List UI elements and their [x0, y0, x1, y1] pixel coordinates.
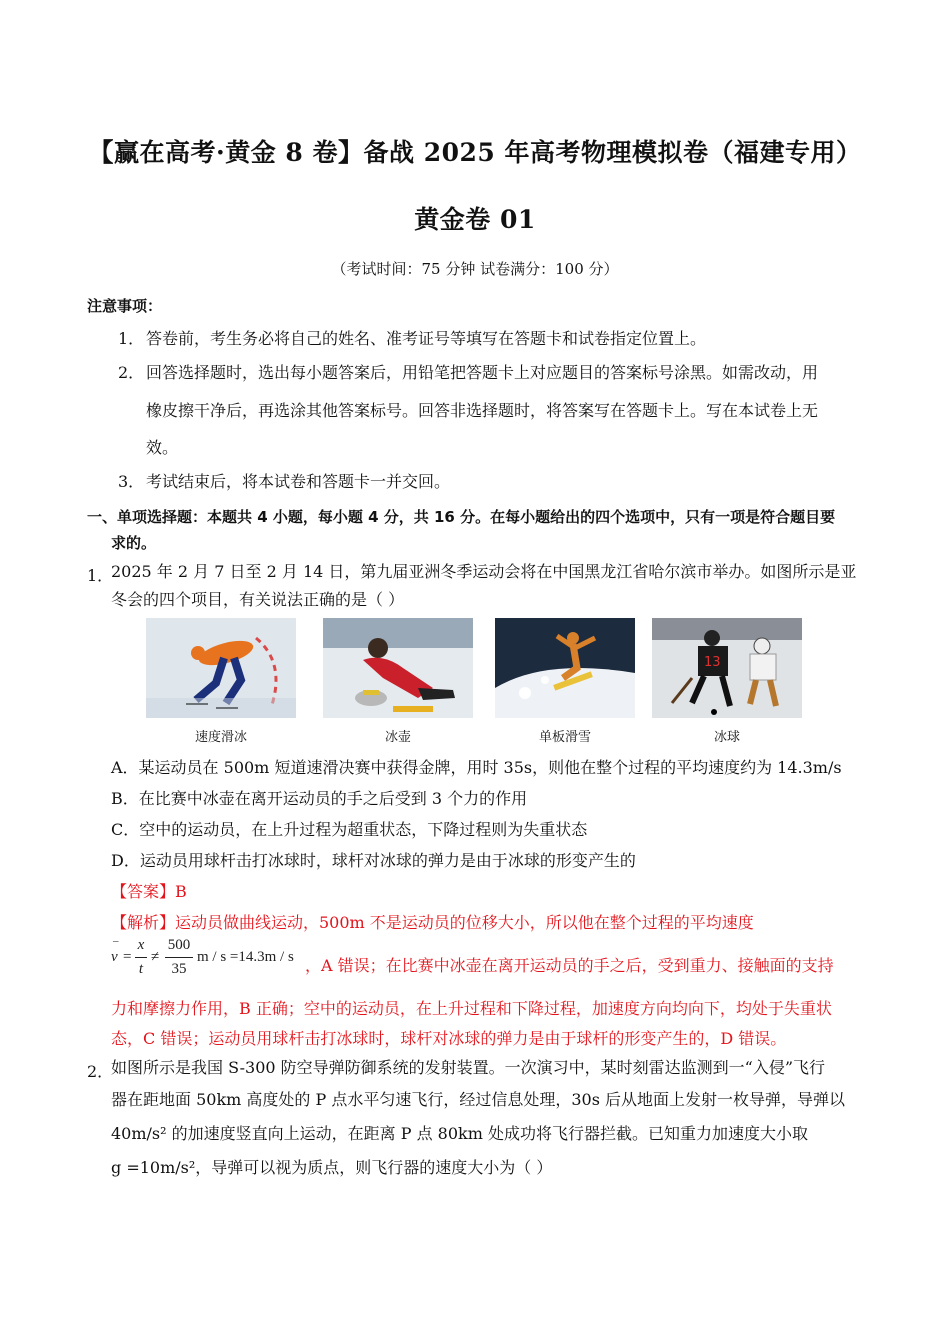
- formula-x: x: [137, 937, 145, 953]
- formula-bar: –: [113, 935, 119, 947]
- svg-text:13: 13: [704, 655, 721, 670]
- question-stem: g =10m/s²，导弹可以视为质点，则飞行器的速度大小为（ ）: [111, 1158, 553, 1177]
- formula-numerator: 500: [167, 937, 191, 953]
- notice-item-text: 橡皮擦干净后，再选涂其他答案标号。回答非选择题时，将答案写在答题卡上。写在本试卷上无: [146, 401, 819, 420]
- question-number: 2．: [87, 1062, 114, 1081]
- option-a: A．某运动员在 500m 短道速滑决赛中获得金牌，用时 35s，则他在整个过程的平均速度约为 14.3m/s: [111, 758, 842, 777]
- notice-item-number: 3．: [118, 472, 145, 491]
- notice-item-number: 2．: [118, 363, 145, 382]
- option-b: B．在比赛中冰壶在离开运动员的手之后受到 3 个力的作用: [111, 789, 528, 808]
- formula-fraction-xt: [135, 937, 147, 981]
- formula-eq: =: [123, 949, 132, 965]
- section-heading-line: 一、单项选择题：本题共 4 小题，每小题 4 分，共 16 分。在每小题给出的四个选项中，只有一项是符合题目要: [87, 508, 836, 526]
- option-d: D．运动员用球杆击打冰球时，球杆对冰球的弹力是由于冰球的形变产生的: [111, 851, 636, 870]
- formula-neq: ≠: [151, 949, 160, 965]
- fraction-bar: [165, 957, 193, 958]
- photo-caption: 冰壶: [384, 730, 411, 745]
- notice-heading: 注意事项：: [87, 297, 163, 315]
- snowboard-photo: [495, 618, 635, 718]
- formula-denominator: 35: [171, 961, 187, 977]
- photo-caption: 速度滑冰: [194, 730, 247, 745]
- formula-fraction-num: [165, 937, 193, 981]
- average-velocity-formula: [111, 937, 311, 981]
- speed-skater-photo: [146, 618, 296, 718]
- question-number: 1．: [87, 566, 114, 585]
- analysis-text: 力和摩擦力作用，B 正确；空中的运动员，在上升过程和下降过程，加速度方向均向下，均处于失重状: [111, 999, 832, 1018]
- answer-label: 【答案】B: [111, 882, 187, 901]
- question-stem: 器在距地面 50km 高度处的 P 点水平匀速飞行，经过信息处理，30s 后从地面上发射一枚导弹，导弹以: [111, 1090, 845, 1109]
- photo-caption: 冰球: [713, 730, 740, 745]
- notice-item-text: 回答选择题时，选出每小题答案后，用铅笔把答题卡上对应题目的答案标号涂黑。如需改动，用: [146, 363, 819, 382]
- formula-t: t: [138, 961, 144, 977]
- question-stem: 2025 年 2 月 7 日至 2 月 14 日，第九届亚洲冬季运动会将在中国黑龙江省哈尔滨市举办。如图所示是亚: [111, 562, 857, 581]
- fraction-bar: [135, 957, 147, 958]
- notice-item-text: 效。: [146, 438, 179, 457]
- analysis-text: 【解析】运动员做曲线运动，500m 不是运动员的位移大小，所以他在整个过程的平均速度: [111, 913, 754, 932]
- photo-caption: 单板滑雪: [538, 730, 591, 745]
- analysis-text: ，A 错误；在比赛中冰壶在离开运动员的手之后，受到重力、接触面的支持: [305, 956, 834, 975]
- section-heading-line: 求的。: [111, 534, 157, 552]
- formula-result: m / s =14.3m / s: [197, 949, 294, 965]
- curling-photo: [323, 618, 473, 718]
- question-stem: 冬会的四个项目，有关说法正确的是（ ）: [111, 590, 405, 609]
- exam-title: 【赢在高考·黄金 8 卷】备战 2025 年高考物理模拟卷（福建专用）: [88, 138, 862, 167]
- notice-item-number: 1．: [118, 329, 145, 348]
- exam-subtitle: 黄金卷 01: [414, 205, 536, 234]
- question-stem: 如图所示是我国 S-300 防空导弹防御系统的发射装置。一次演习中，某时刻雷达监测到一“入侵”飞行: [111, 1058, 826, 1077]
- notice-item-text: 考试结束后，将本试卷和答题卡一并交回。: [146, 472, 451, 491]
- notice-item-text: 答卷前，考生务必将自己的姓名、准考证号等填写在答题卡和试卷指定位置上。: [146, 329, 707, 348]
- analysis-text: 态，C 错误；运动员用球杆击打冰球时，球杆对冰球的弹力是由于球杆的形变产生的，D 错误。: [111, 1029, 787, 1048]
- section-heading: [87, 504, 862, 556]
- question-stem: 40m/s² 的加速度竖直向上运动，在距离 P 点 80km 处成功将飞行器拦截。已知重力加速度大小取: [111, 1124, 808, 1143]
- exam-info: （考试时间：75 分钟 试卷满分：100 分）: [331, 260, 619, 278]
- option-c: C．空中的运动员，在上升过程为超重状态，下降过程则为失重状态: [111, 820, 588, 839]
- formula-v: v: [111, 949, 118, 965]
- ice-hockey-photo: [652, 618, 802, 718]
